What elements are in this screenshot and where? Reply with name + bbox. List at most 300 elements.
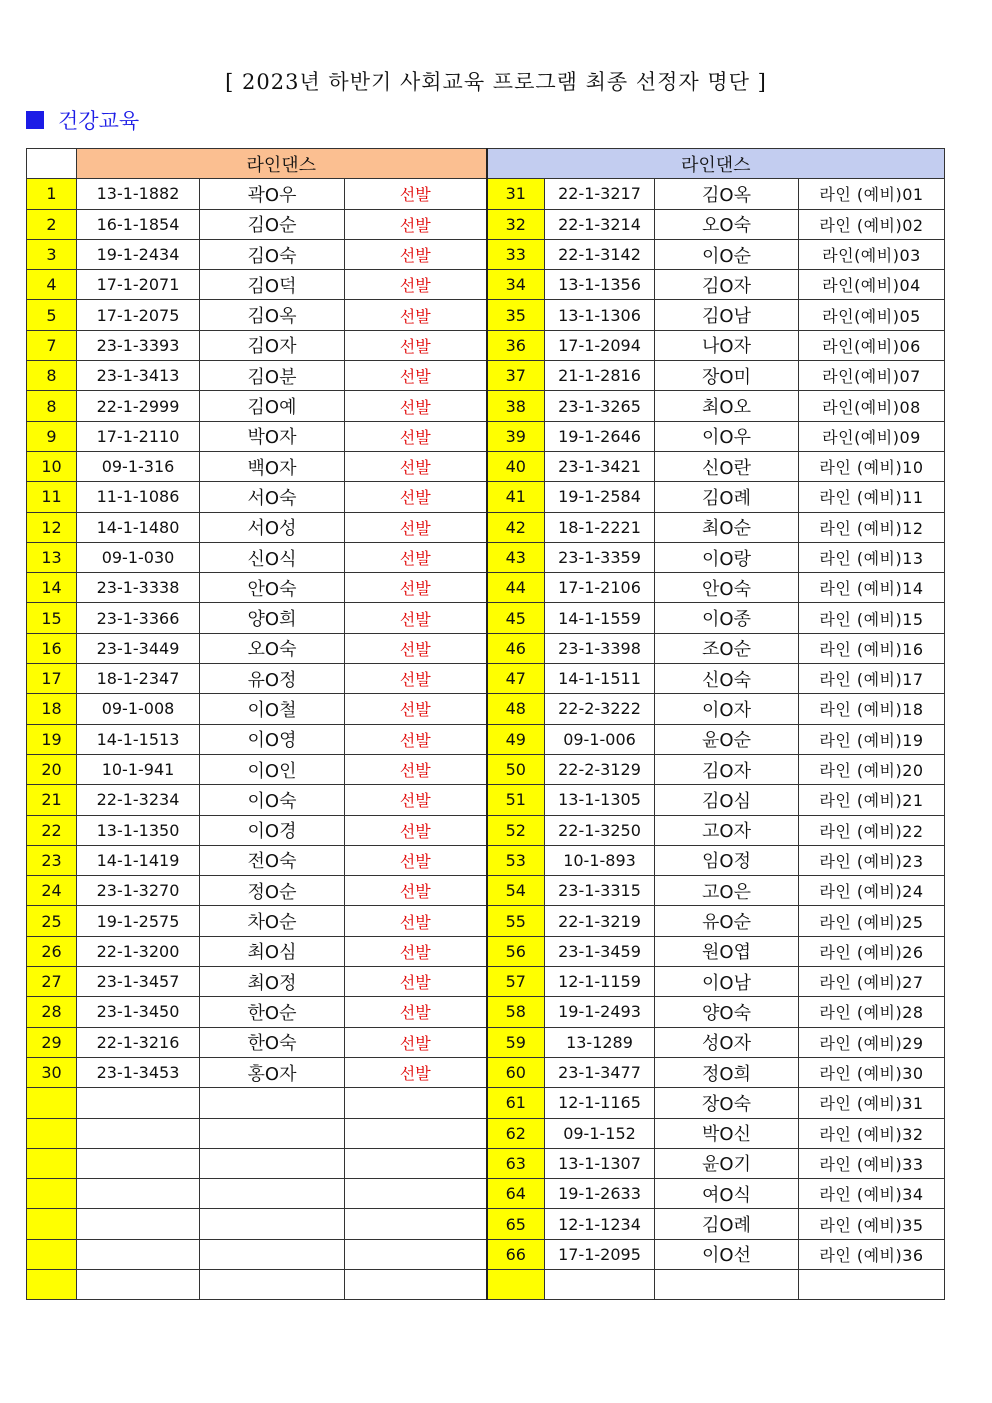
table-row [27, 664, 945, 694]
right-participant-name: 유O순 [655, 906, 799, 936]
table-row [27, 785, 945, 815]
right-row-number: 38 [487, 391, 545, 421]
left-row-number [27, 1088, 77, 1118]
right-status: 라인 (예비)01 [799, 179, 945, 209]
right-status: 라인(예비)08 [799, 391, 945, 421]
right-row-number: 54 [487, 876, 545, 906]
left-status [345, 1179, 487, 1209]
left-status: 선발 [345, 542, 487, 572]
left-registration-code: 19-1-2575 [77, 906, 200, 936]
left-row-number: 2 [27, 209, 77, 239]
right-row-number [487, 1269, 545, 1299]
document-title: [ 2023년 하반기 사회교육 프로그램 최종 선정자 명단 ] [225, 70, 767, 94]
left-registration-code: 23-1-3366 [77, 603, 200, 633]
left-row-number: 16 [27, 633, 77, 663]
right-registration-code: 10-1-893 [545, 845, 655, 875]
left-status: 선발 [345, 512, 487, 542]
right-registration-code: 19-1-2633 [545, 1179, 655, 1209]
table-row [27, 1209, 945, 1239]
left-status [345, 1209, 487, 1239]
table-row [27, 603, 945, 633]
right-row-number: 53 [487, 845, 545, 875]
left-status: 선발 [345, 330, 487, 360]
right-registration-code: 22-1-3217 [545, 179, 655, 209]
left-registration-code: 09-1-008 [77, 694, 200, 724]
right-participant-name: 여O식 [655, 1179, 799, 1209]
left-registration-code: 09-1-316 [77, 451, 200, 481]
right-participant-name: 고O은 [655, 876, 799, 906]
right-registration-code: 19-1-2584 [545, 482, 655, 512]
left-participant-name: 김O분 [200, 361, 345, 391]
right-status: 라인 (예비)02 [799, 209, 945, 239]
left-participant-name: 최O심 [200, 936, 345, 966]
left-status: 선발 [345, 754, 487, 784]
left-registration-code: 16-1-1854 [77, 209, 200, 239]
right-registration-code: 12-1-1234 [545, 1209, 655, 1239]
left-participant-name: 차O순 [200, 906, 345, 936]
left-registration-code: 22-1-3200 [77, 936, 200, 966]
left-participant-name: 양O희 [200, 603, 345, 633]
left-registration-code [77, 1088, 200, 1118]
left-status: 선발 [345, 936, 487, 966]
left-registration-code: 22-1-3234 [77, 785, 200, 815]
right-participant-name [655, 1269, 799, 1299]
right-row-number: 44 [487, 573, 545, 603]
right-participant-name: 장O미 [655, 361, 799, 391]
left-registration-code: 09-1-030 [77, 542, 200, 572]
left-participant-name: 유O정 [200, 664, 345, 694]
left-row-number: 1 [27, 179, 77, 209]
right-row-number: 57 [487, 967, 545, 997]
right-participant-name: 김O심 [655, 785, 799, 815]
right-participant-name: 김O자 [655, 754, 799, 784]
left-status [345, 1118, 487, 1148]
table-row [27, 1088, 945, 1118]
right-participant-name: 최O순 [655, 512, 799, 542]
right-row-number: 52 [487, 815, 545, 845]
left-status [345, 1088, 487, 1118]
left-registration-code [77, 1148, 200, 1178]
left-participant-name: 이O경 [200, 815, 345, 845]
right-status: 라인 (예비)12 [799, 512, 945, 542]
right-status: 라인 (예비)13 [799, 542, 945, 572]
table-row [27, 179, 945, 209]
table-row [27, 1027, 945, 1057]
right-participant-name: 김O례 [655, 482, 799, 512]
left-participant-name [200, 1209, 345, 1239]
right-registration-code: 17-1-2095 [545, 1239, 655, 1269]
left-status [345, 1239, 487, 1269]
right-registration-code: 22-2-3129 [545, 754, 655, 784]
right-row-number: 31 [487, 179, 545, 209]
left-participant-name: 이O인 [200, 754, 345, 784]
table-row [27, 997, 945, 1027]
left-registration-code: 23-1-3338 [77, 573, 200, 603]
right-status: 라인 (예비)27 [799, 967, 945, 997]
left-registration-code: 13-1-1350 [77, 815, 200, 845]
left-status: 선발 [345, 421, 487, 451]
left-participant-name: 서O숙 [200, 482, 345, 512]
right-row-number: 60 [487, 1057, 545, 1087]
left-registration-code [77, 1118, 200, 1148]
left-status: 선발 [345, 664, 487, 694]
left-row-number: 11 [27, 482, 77, 512]
right-participant-name: 원O엽 [655, 936, 799, 966]
left-status: 선발 [345, 270, 487, 300]
right-registration-code: 18-1-2221 [545, 512, 655, 542]
right-registration-code: 23-1-3459 [545, 936, 655, 966]
right-registration-code: 22-1-3214 [545, 209, 655, 239]
left-participant-name: 곽O우 [200, 179, 345, 209]
left-status: 선발 [345, 300, 487, 330]
left-participant-name [200, 1179, 345, 1209]
right-status: 라인 (예비)15 [799, 603, 945, 633]
right-registration-code: 22-1-3250 [545, 815, 655, 845]
left-status: 선발 [345, 906, 487, 936]
right-status: 라인 (예비)19 [799, 724, 945, 754]
left-row-number: 23 [27, 845, 77, 875]
left-registration-code: 14-1-1419 [77, 845, 200, 875]
left-status: 선발 [345, 482, 487, 512]
right-row-number: 65 [487, 1209, 545, 1239]
right-participant-name: 나O자 [655, 330, 799, 360]
right-status: 라인 (예비)32 [799, 1118, 945, 1148]
left-row-number: 9 [27, 421, 77, 451]
right-row-number: 55 [487, 906, 545, 936]
left-row-number: 20 [27, 754, 77, 784]
left-registration-code: 17-1-2110 [77, 421, 200, 451]
right-row-number: 56 [487, 936, 545, 966]
right-status: 라인 (예비)22 [799, 815, 945, 845]
left-row-number: 8 [27, 391, 77, 421]
left-participant-name: 김O덕 [200, 270, 345, 300]
right-participant-name: 이O순 [655, 239, 799, 269]
right-status: 라인 (예비)20 [799, 754, 945, 784]
right-row-number: 32 [487, 209, 545, 239]
left-row-number: 19 [27, 724, 77, 754]
right-registration-code: 12-1-1159 [545, 967, 655, 997]
right-registration-code: 14-1-1559 [545, 603, 655, 633]
left-status: 선발 [345, 997, 487, 1027]
table-row [27, 421, 945, 451]
left-participant-name: 김O숙 [200, 239, 345, 269]
left-participant-name: 박O자 [200, 421, 345, 451]
right-row-number: 45 [487, 603, 545, 633]
right-registration-code [545, 1269, 655, 1299]
right-participant-name: 이O랑 [655, 542, 799, 572]
table-row [27, 391, 945, 421]
right-participant-name: 장O숙 [655, 1088, 799, 1118]
left-participant-name [200, 1088, 345, 1118]
right-row-number: 58 [487, 997, 545, 1027]
table-row [27, 573, 945, 603]
right-status: 라인 (예비)36 [799, 1239, 945, 1269]
left-status [345, 1269, 487, 1299]
left-registration-code: 11-1-1086 [77, 482, 200, 512]
right-participant-name: 성O자 [655, 1027, 799, 1057]
left-status: 선발 [345, 239, 487, 269]
right-status: 라인 (예비)28 [799, 997, 945, 1027]
left-status: 선발 [345, 361, 487, 391]
table-row [27, 1179, 945, 1209]
left-row-number: 15 [27, 603, 77, 633]
left-registration-code: 18-1-2347 [77, 664, 200, 694]
right-participant-name: 김O자 [655, 270, 799, 300]
right-registration-code: 13-1-1356 [545, 270, 655, 300]
right-participant-name: 양O숙 [655, 997, 799, 1027]
right-row-number: 50 [487, 754, 545, 784]
left-row-number [27, 1239, 77, 1269]
right-row-number: 66 [487, 1239, 545, 1269]
table-row [27, 633, 945, 663]
right-registration-code: 23-1-3421 [545, 451, 655, 481]
right-registration-code: 22-1-3142 [545, 239, 655, 269]
left-participant-name: 김O옥 [200, 300, 345, 330]
left-row-number: 13 [27, 542, 77, 572]
left-status: 선발 [345, 724, 487, 754]
right-row-number: 64 [487, 1179, 545, 1209]
left-status: 선발 [345, 1057, 487, 1087]
right-registration-code: 22-2-3222 [545, 694, 655, 724]
left-participant-name: 서O성 [200, 512, 345, 542]
left-row-number: 28 [27, 997, 77, 1027]
left-registration-code: 17-1-2071 [77, 270, 200, 300]
left-row-number: 14 [27, 573, 77, 603]
left-registration-code: 13-1-1882 [77, 179, 200, 209]
left-participant-name: 이O숙 [200, 785, 345, 815]
right-registration-code: 23-1-3477 [545, 1057, 655, 1087]
right-participant-name: 이O우 [655, 421, 799, 451]
right-row-number: 39 [487, 421, 545, 451]
right-status: 라인 (예비)29 [799, 1027, 945, 1057]
left-registration-code: 23-1-3270 [77, 876, 200, 906]
left-registration-code: 22-1-2999 [77, 391, 200, 421]
right-row-number: 43 [487, 542, 545, 572]
right-row-number: 42 [487, 512, 545, 542]
right-registration-code: 14-1-1511 [545, 664, 655, 694]
right-row-number: 59 [487, 1027, 545, 1057]
right-status: 라인(예비)05 [799, 300, 945, 330]
right-participant-name: 신O숙 [655, 664, 799, 694]
right-status [799, 1269, 945, 1299]
right-status: 라인 (예비)24 [799, 876, 945, 906]
right-status: 라인 (예비)10 [799, 451, 945, 481]
right-participant-name: 윤O기 [655, 1148, 799, 1178]
table-row [27, 239, 945, 269]
right-registration-code: 19-1-2646 [545, 421, 655, 451]
right-row-number: 61 [487, 1088, 545, 1118]
right-row-number: 63 [487, 1148, 545, 1178]
left-participant-name: 전O숙 [200, 845, 345, 875]
left-status: 선발 [345, 785, 487, 815]
left-participant-name: 김O자 [200, 330, 345, 360]
right-registration-code: 23-1-3359 [545, 542, 655, 572]
right-participant-name: 박O신 [655, 1118, 799, 1148]
left-registration-code [77, 1179, 200, 1209]
right-registration-code: 17-1-2106 [545, 573, 655, 603]
table-row [27, 1239, 945, 1269]
table-row [27, 330, 945, 360]
left-participant-name: 한O숙 [200, 1027, 345, 1057]
left-participant-name: 김O순 [200, 209, 345, 239]
left-status: 선발 [345, 451, 487, 481]
right-status: 라인 (예비)17 [799, 664, 945, 694]
right-row-number: 46 [487, 633, 545, 663]
right-status: 라인 (예비)26 [799, 936, 945, 966]
right-registration-code: 12-1-1165 [545, 1088, 655, 1118]
left-row-number: 25 [27, 906, 77, 936]
right-registration-code: 13-1289 [545, 1027, 655, 1057]
table-row [27, 1057, 945, 1087]
left-status: 선발 [345, 694, 487, 724]
right-participant-name: 안O숙 [655, 573, 799, 603]
left-status: 선발 [345, 603, 487, 633]
left-row-number: 17 [27, 664, 77, 694]
right-status: 라인 (예비)35 [799, 1209, 945, 1239]
left-status: 선발 [345, 391, 487, 421]
table-row [27, 451, 945, 481]
left-participant-name: 정O순 [200, 876, 345, 906]
right-row-number: 48 [487, 694, 545, 724]
left-registration-code: 23-1-3453 [77, 1057, 200, 1087]
right-registration-code: 09-1-152 [545, 1118, 655, 1148]
left-status: 선발 [345, 876, 487, 906]
right-participant-name: 이O종 [655, 603, 799, 633]
table-header-row [27, 149, 945, 179]
left-row-number [27, 1179, 77, 1209]
left-status: 선발 [345, 1027, 487, 1057]
left-participant-name [200, 1118, 345, 1148]
right-row-number: 37 [487, 361, 545, 391]
right-status: 라인 (예비)23 [799, 845, 945, 875]
right-status: 라인 (예비)30 [799, 1057, 945, 1087]
right-status: 라인 (예비)11 [799, 482, 945, 512]
table-row [27, 906, 945, 936]
table-row [27, 724, 945, 754]
table-row [27, 512, 945, 542]
right-registration-code: 22-1-3219 [545, 906, 655, 936]
left-row-number: 4 [27, 270, 77, 300]
left-participant-name: 오O숙 [200, 633, 345, 663]
left-registration-code: 14-1-1480 [77, 512, 200, 542]
left-status [345, 1148, 487, 1178]
left-participant-name [200, 1239, 345, 1269]
left-row-number [27, 1269, 77, 1299]
right-row-number: 36 [487, 330, 545, 360]
right-participant-name: 김O남 [655, 300, 799, 330]
right-participant-name: 김O옥 [655, 179, 799, 209]
left-registration-code: 19-1-2434 [77, 239, 200, 269]
right-participant-name: 이O자 [655, 694, 799, 724]
table-row [27, 967, 945, 997]
left-registration-code: 23-1-3413 [77, 361, 200, 391]
left-row-number: 21 [27, 785, 77, 815]
right-registration-code: 13-1-1307 [545, 1148, 655, 1178]
left-row-number: 22 [27, 815, 77, 845]
left-participant-name: 이O영 [200, 724, 345, 754]
right-row-number: 35 [487, 300, 545, 330]
square-bullet-icon [26, 111, 44, 129]
left-participant-name: 한O순 [200, 997, 345, 1027]
table-row [27, 270, 945, 300]
table-row [27, 209, 945, 239]
table-row [27, 754, 945, 784]
left-row-number: 30 [27, 1057, 77, 1087]
left-row-number: 24 [27, 876, 77, 906]
right-participant-name: 신O란 [655, 451, 799, 481]
right-participant-name: 고O자 [655, 815, 799, 845]
left-status: 선발 [345, 815, 487, 845]
left-participant-name: 안O숙 [200, 573, 345, 603]
left-status: 선발 [345, 967, 487, 997]
left-status: 선발 [345, 633, 487, 663]
table-row [27, 845, 945, 875]
right-status: 라인 (예비)34 [799, 1179, 945, 1209]
table-row [27, 876, 945, 906]
left-row-number: 26 [27, 936, 77, 966]
right-row-number: 34 [487, 270, 545, 300]
table-row [27, 815, 945, 845]
left-row-number: 18 [27, 694, 77, 724]
right-status: 라인 (예비)18 [799, 694, 945, 724]
left-row-number: 10 [27, 451, 77, 481]
right-row-number: 62 [487, 1118, 545, 1148]
left-status: 선발 [345, 845, 487, 875]
right-status: 라인(예비)03 [799, 239, 945, 269]
right-registration-code: 21-1-2816 [545, 361, 655, 391]
left-status: 선발 [345, 179, 487, 209]
left-row-number [27, 1118, 77, 1148]
table-row [27, 1118, 945, 1148]
right-participant-name: 이O남 [655, 967, 799, 997]
right-registration-code: 23-1-3398 [545, 633, 655, 663]
left-registration-code [77, 1209, 200, 1239]
left-registration-code: 17-1-2075 [77, 300, 200, 330]
left-participant-name [200, 1148, 345, 1178]
right-participant-name: 조O순 [655, 633, 799, 663]
right-status: 라인(예비)07 [799, 361, 945, 391]
left-status: 선발 [345, 209, 487, 239]
right-row-number: 33 [487, 239, 545, 269]
left-registration-code: 23-1-3393 [77, 330, 200, 360]
right-status: 라인 (예비)14 [799, 573, 945, 603]
left-row-number: 27 [27, 967, 77, 997]
left-registration-code: 23-1-3449 [77, 633, 200, 663]
left-row-number [27, 1148, 77, 1178]
right-participant-name: 정O희 [655, 1057, 799, 1087]
section-label: 건강교육 [58, 109, 140, 133]
left-row-number: 29 [27, 1027, 77, 1057]
right-registration-code: 13-1-1305 [545, 785, 655, 815]
left-participant-name: 김O예 [200, 391, 345, 421]
right-row-number: 49 [487, 724, 545, 754]
selection-table [26, 148, 945, 1300]
left-participant-name: 최O정 [200, 967, 345, 997]
right-participant-name: 오O숙 [655, 209, 799, 239]
table-row [27, 542, 945, 572]
right-status: 라인 (예비)31 [799, 1088, 945, 1118]
left-row-number: 7 [27, 330, 77, 360]
left-status: 선발 [345, 573, 487, 603]
left-row-number: 3 [27, 239, 77, 269]
left-row-number [27, 1209, 77, 1239]
table-row [27, 936, 945, 966]
right-participant-name: 김O례 [655, 1209, 799, 1239]
table-row [27, 482, 945, 512]
right-row-number: 47 [487, 664, 545, 694]
left-row-number: 12 [27, 512, 77, 542]
right-registration-code: 13-1-1306 [545, 300, 655, 330]
